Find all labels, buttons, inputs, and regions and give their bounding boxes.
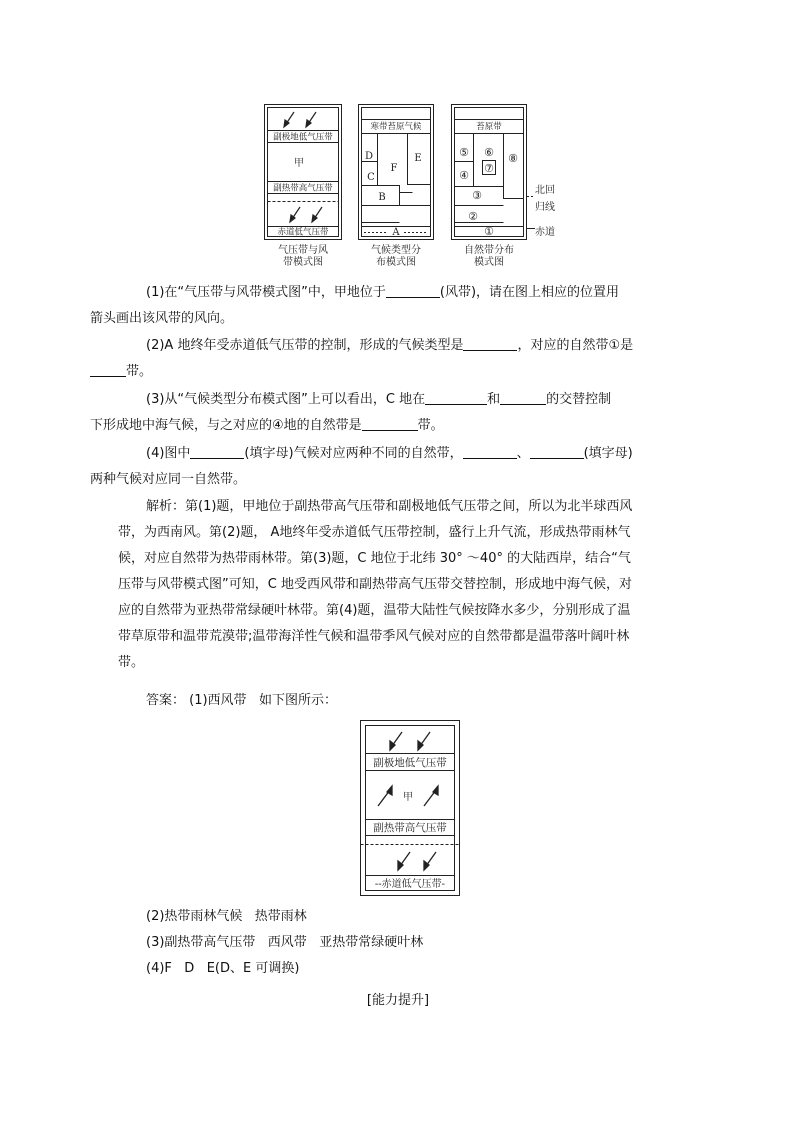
label-D: D: [364, 151, 374, 162]
pressure-belt-diagram: [264, 104, 342, 240]
zone-2: ②: [468, 210, 478, 223]
analysis-line: 带，为西南风。第(2)题， A地终年受赤道低气压带控制，盛行上升气流，形成热带雨林气: [118, 525, 631, 540]
zone-7: ⑦: [484, 162, 494, 175]
blank-1: [386, 283, 440, 298]
analysis-line: 候，对应自然带为热带雨林带。第(3)题，C 地位于北纬 30° ～40° 的大陆西岸，结合“气: [118, 551, 631, 566]
label-C: C: [367, 172, 375, 183]
climate-type-diagram: [358, 104, 434, 240]
label-E: E: [414, 153, 422, 164]
answer-3: (3)副热带高气压带 西风带 亚热带常绿硬叶林: [146, 935, 424, 950]
wind-arrows-bottom: [290, 207, 322, 222]
blank-9: [530, 444, 584, 459]
tundra-climate-label: 寒带苔原气候: [370, 122, 422, 132]
natural-zone-diagram: [451, 104, 527, 240]
pressure-caption: 气压带与风 带模式图: [278, 245, 328, 268]
analysis-line: 带草原带和温带荒漠带;温带海洋性气候和温带季风气候对应的自然带都是温带落叶阔叶林: [118, 629, 630, 644]
blank-4: [425, 390, 487, 405]
pressure-belt-svg: [264, 104, 342, 240]
question-1: (1)在“气压带与风带模式图”中，甲地位于 (风带)，请在图上相应的位置用 箭头画出该风带的风向。: [90, 285, 620, 326]
blank-2: [463, 336, 517, 351]
natural-zone-svg: [451, 104, 527, 240]
blank-8: [463, 444, 517, 459]
analysis-line: 压带与风带模式图”可知，C 地受西风带和副热带高气压带交替控制，形成地中海气候，对: [118, 577, 632, 592]
answer-diagram: [360, 720, 460, 896]
question-2: (2)A 地终年受赤道低气压带的控制，形成的气候类型是 ，对应的自然带①是 带。: [118, 333, 678, 385]
subpolar-low-label: 副极地低气压带: [273, 132, 333, 143]
answer-2: (2)热带雨林气候 热带雨林: [146, 909, 307, 924]
answer-jia-label: 甲: [403, 792, 413, 803]
answer-diagram-svg: [360, 720, 460, 896]
equatorial-low-label: 赤道低气压带: [277, 227, 329, 238]
label-F: F: [390, 163, 398, 174]
climate-caption: 气候类型分 布模式图: [371, 245, 421, 268]
answer-intro: 答案： (1)西风带 如下图所示：: [146, 693, 337, 708]
answer-4: (4)F D E(D、E 可调换): [146, 961, 300, 976]
blank-6: [362, 416, 418, 431]
answer-equatorial-low-label: --赤道低气压带-: [374, 879, 446, 890]
label-B: B: [378, 192, 386, 203]
answer-subpolar-low-label: 副极地低气压带: [373, 757, 447, 769]
question-4: (4)图中 (填字母)气候对应两种不同的自然带， 、 (填字母) 两种气候对应同一自然带。: [90, 446, 633, 487]
answer-bottom-arrows: [398, 852, 436, 870]
answer-top-arrows: [390, 732, 430, 750]
section-title: [能力提升]: [366, 993, 430, 1008]
label-A: A: [392, 227, 400, 238]
answer-subtropical-high-label: 副热带高气压带: [373, 822, 447, 834]
subtropical-high-label: 副热带高气压带: [273, 183, 333, 194]
blank-7: [190, 444, 244, 459]
zone-8: ⑧: [508, 152, 518, 165]
tropic-label-2: 归线: [535, 202, 555, 213]
natural-caption: 自然带分布 模式图: [464, 245, 514, 268]
zone-6: ⑥: [484, 146, 494, 159]
analysis-line: 带。: [118, 655, 145, 670]
analysis-line: 应的自然带为亚热带常绿硬叶林带。第(4)题，温带大陆性气候按降水多少，分别形成了温: [118, 603, 631, 618]
analysis-line: 解析：第(1)题，甲地位于副热带高气压带和副极地低气压带之间，所以为北半球西风: [146, 499, 633, 514]
zone-1: ①: [484, 225, 494, 238]
question-3: (3)从“气候类型分布模式图”上可以看出，C 地在 和 的交替控制 下形成地中海气候，与之对应的④地的自然带是 带。: [90, 392, 612, 433]
tundra-zone-label: 苔原带: [476, 122, 502, 132]
zone-3: ③: [472, 189, 482, 202]
analysis: [118, 494, 678, 676]
blank-5: [500, 390, 546, 405]
tropic-label-1: 北回: [535, 185, 555, 196]
wind-arrows-top: [284, 112, 316, 127]
blank-3: [90, 362, 126, 377]
zone-5: ⑤: [459, 146, 469, 159]
equator-label: 赤道: [535, 227, 555, 238]
zone-4: ④: [459, 169, 469, 182]
climate-type-svg: [358, 104, 434, 240]
jia-label: 甲: [294, 158, 304, 169]
